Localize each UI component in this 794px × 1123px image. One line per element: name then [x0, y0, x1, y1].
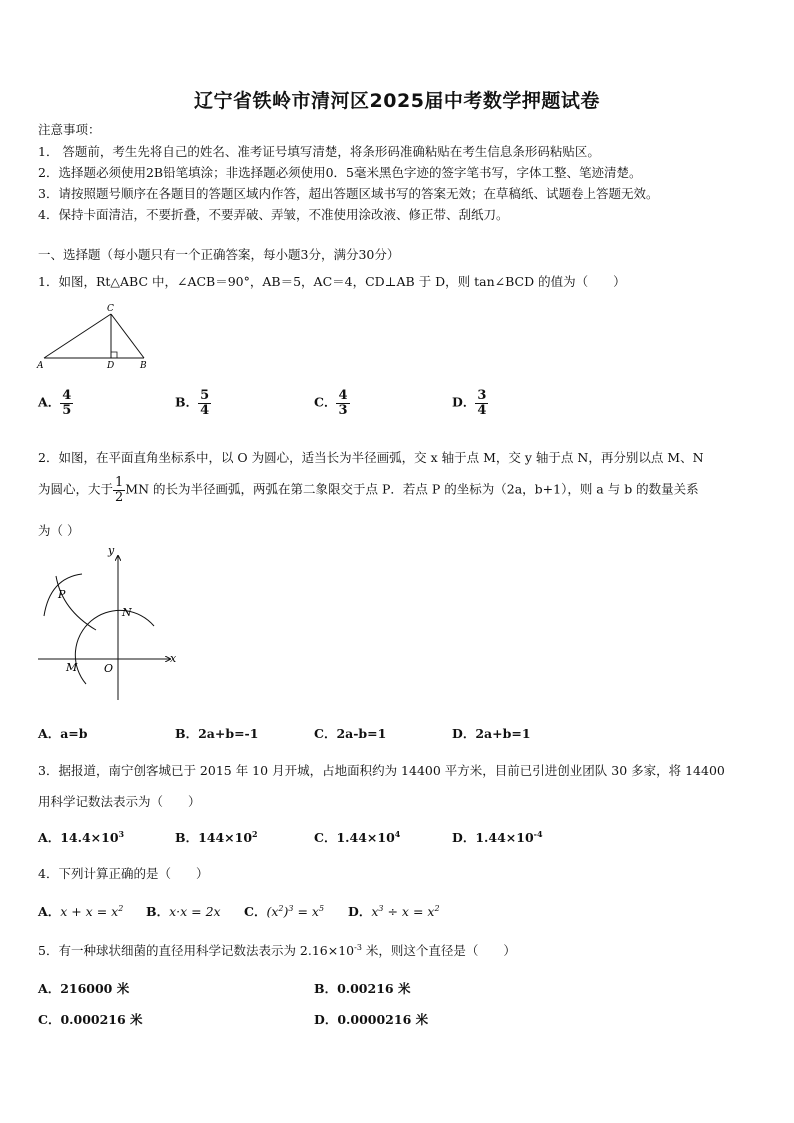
q4-option-d-exp-1: 3 — [378, 903, 384, 913]
q4-option-d-mid: ÷ x = x — [383, 904, 435, 919]
notice-heading: 注意事项： — [38, 122, 101, 137]
q4-option-a[interactable] — [38, 902, 123, 920]
q1-label-c: C — [107, 304, 114, 314]
q3-line-1: 3．据报道，南宁创客城已于 2015 年 10 月开城，占地面积约为 14400 平方米，目前已引进创业团队 30 多家，将 14400 — [38, 763, 725, 778]
q3-option-a-label: A．14.4×10 — [38, 830, 119, 845]
q2-label-x: x — [170, 652, 177, 665]
q2-label-p: P — [58, 588, 66, 601]
q1-option-b-label: B． — [175, 394, 199, 410]
q1-option-b[interactable] — [175, 389, 211, 417]
q5-option-d[interactable]: D．0.0000216 米 — [314, 1012, 429, 1027]
q2-option-c[interactable]: C．2a-b=1 — [314, 726, 387, 741]
q3-line-2: 用科学记数法表示为（ ） — [38, 794, 201, 809]
q5-option-b[interactable]: B．0.00216 米 — [314, 981, 411, 996]
q2-arc-mn — [75, 610, 154, 684]
q1-option-b-den: 4 — [200, 402, 210, 418]
q4-option-c[interactable]: C．$(x^2)^3 = x^5$ — [244, 903, 325, 919]
q1-label-a: A — [37, 361, 44, 371]
q4-option-a-expr: x + x = x — [60, 904, 119, 919]
notice-item-3: 3．请按照题号顺序在各题目的答题区域内作答，超出答题区域书写的答案无效；在草稿纸、试题卷上答题无效。 — [38, 186, 659, 201]
q4-option-c-rhs-exp: 5 — [318, 903, 325, 913]
q2-label-y: y — [108, 548, 115, 557]
q4-option-c-outer-exp: 3 — [288, 903, 294, 913]
q5-option-c[interactable]: C．0.000216 米 — [38, 1012, 143, 1027]
q2-line-2-b: MN 的长为半径画弧，两弧在第二象限交于点 P．若点 P 的坐标为（2a，b+1），则 a 与 b 的数量关系 — [125, 481, 699, 497]
notice-item-2: 2．选择题必须使用2B铅笔填涂；非选择题必须使用0．5毫米黑色字迹的签字笔书写，字体工整、笔迹清楚。 — [38, 165, 642, 180]
q1-triangle-figure — [36, 300, 151, 372]
q4-option-c-label: C． — [244, 904, 267, 919]
q2-line-2-a: 为圆心，大于 — [38, 481, 114, 497]
q4-option-a-exp: 2 — [118, 903, 124, 913]
q1-side-cb — [111, 314, 144, 358]
q1-label-d: D — [107, 361, 115, 371]
q4-option-a-label: A． — [38, 904, 61, 919]
q2-option-d[interactable]: D．2a+b=1 — [452, 726, 531, 741]
q2-line-2 — [38, 476, 699, 504]
q1-option-d-num: 3 — [477, 388, 487, 403]
q1-stem: 1．如图，Rt△ABC 中，∠ACB＝90°，AB＝5，AC＝4，CD⊥AB 于 D，则 tan∠BCD 的值为（ ） — [38, 274, 626, 289]
q4-option-c-paren: ) — [283, 904, 289, 919]
q4-option-d-label: D． — [348, 904, 372, 919]
q3-option-d-label: D．1.44×10 — [452, 830, 534, 845]
q1-option-a-label: A． — [38, 394, 61, 410]
page-title: 辽宁省铁岭市清河区2025届中考数学押题试卷 — [194, 90, 600, 112]
q3-option-c-exp: 4 — [394, 828, 401, 839]
q3-option-a[interactable] — [38, 828, 124, 846]
q5-stem-exp: -3 — [354, 942, 362, 952]
q1-option-d[interactable] — [452, 389, 488, 417]
q4-option-d-base: x — [371, 904, 379, 919]
q1-option-a-num: 4 — [62, 388, 72, 403]
q3-option-d[interactable] — [452, 828, 543, 846]
q2-label-m: M — [66, 661, 78, 674]
q3-option-b[interactable] — [175, 828, 258, 846]
q4-stem: 4．下列计算正确的是（ ） — [38, 866, 209, 881]
q2-option-b[interactable]: B．2a+b=-1 — [175, 726, 259, 741]
q3-option-c[interactable] — [314, 828, 400, 846]
q2-option-a[interactable]: A．a=b — [38, 726, 88, 741]
q1-option-c-den: 3 — [338, 402, 348, 418]
q3-option-c-label: C．1.44×10 — [314, 830, 395, 845]
q1-side-ac — [44, 314, 111, 358]
q1-option-c-num: 4 — [338, 388, 348, 403]
section-heading: 一、选择题（每小题只有一个正确答案，每小题3分，满分30分） — [38, 247, 400, 262]
q4-option-d-exp-2: 2 — [434, 903, 440, 913]
q3-option-a-exp: 3 — [118, 828, 125, 839]
q1-option-c[interactable] — [314, 389, 350, 417]
q2-line-1: 2．如图，在平面直角坐标系中，以 O 为圆心，适当长为半径画弧，交 x 轴于点 M，交 y 轴于点 N，再分别以点 M、N — [38, 450, 704, 465]
q5-option-a[interactable]: A．216000 米 — [38, 981, 130, 996]
q2-line-3: 为（ ） — [38, 523, 80, 538]
q3-option-b-exp: 2 — [252, 828, 258, 839]
q1-option-a-den: 5 — [62, 402, 72, 418]
q1-right-angle-mark — [111, 352, 117, 358]
q3-option-d-exp: -4 — [533, 828, 543, 839]
notice-item-1: 1． 答题前，考生先将自己的姓名、准考证号填写清楚，将条形码准确粘贴在考生信息条形码粘贴区。 — [38, 144, 600, 159]
q2-frac-num: 1 — [115, 475, 124, 490]
q5-stem-a: 5．有一种球状细菌的直径用科学记数法表示为 2.16×10 — [38, 943, 355, 958]
q1-option-b-num: 5 — [200, 388, 210, 403]
q4-option-b-expr: x·x = 2x — [169, 904, 221, 919]
q2-label-n: N — [122, 606, 132, 619]
q1-option-d-label: D． — [452, 394, 476, 410]
q1-option-a[interactable] — [38, 389, 73, 417]
q2-coordinate-figure — [36, 548, 186, 706]
q4-option-c-inner-exp: 2 — [278, 903, 284, 913]
q5-stem-b: 米，则这个直径是（ ） — [361, 943, 516, 958]
q5-stem — [38, 941, 516, 959]
q4-option-b[interactable] — [146, 902, 221, 920]
q2-label-o: O — [104, 662, 114, 675]
q1-label-b: B — [140, 361, 147, 371]
q3-option-b-label: B．144×10 — [175, 830, 253, 845]
q1-option-c-label: C． — [314, 394, 337, 410]
q4-option-c-base: (x — [266, 904, 279, 919]
q2-frac-den: 2 — [115, 489, 124, 505]
q4-option-b-label: B． — [146, 904, 170, 919]
notice-item-4: 4．保持卡面清洁，不要折叠，不要弄破、弄皱，不准使用涂改液、修正带、刮纸刀。 — [38, 207, 509, 222]
q1-option-d-den: 4 — [477, 402, 487, 418]
q4-option-d[interactable] — [348, 902, 440, 920]
q4-option-c-rhs: x — [311, 904, 319, 919]
